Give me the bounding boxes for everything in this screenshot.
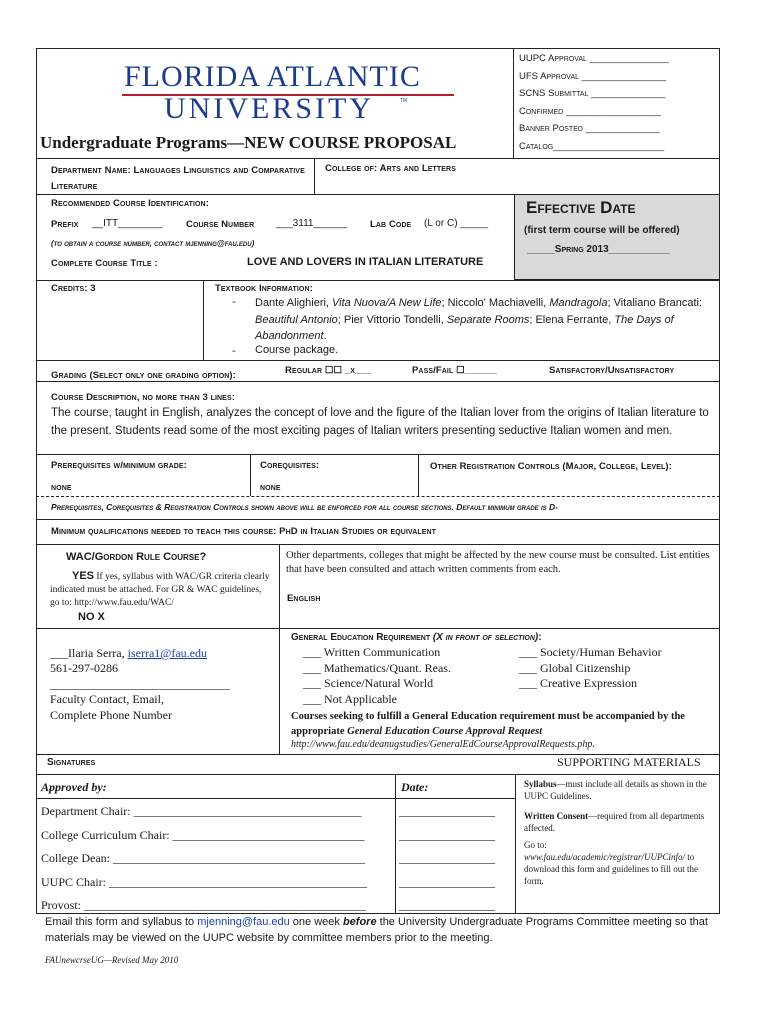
rule-sig-divider2 bbox=[515, 774, 516, 914]
footer-email-post: the University Undergraduate Programs Committee meeting so that materials may be viewed on the UUPC website by committee members prior to the meeting. bbox=[45, 916, 708, 944]
wac-yes-block bbox=[50, 570, 272, 610]
footer-email-mid: one week bbox=[289, 916, 343, 928]
date-uupc-chair[interactable]: ________________ bbox=[399, 874, 495, 889]
qualifications: Minimum qualifications needed to teach this course: PhD in Italian Studies or equivalent bbox=[51, 526, 437, 537]
effective-date-value[interactable]: _____Spring 2013___________ bbox=[527, 244, 670, 255]
textbook-bullet-1: - bbox=[232, 296, 236, 308]
rule-11 bbox=[36, 774, 720, 775]
wac-no[interactable]: NO X bbox=[78, 611, 105, 623]
contact-name bbox=[50, 646, 207, 661]
wac-yes[interactable]: YES bbox=[72, 570, 95, 582]
textbook-item-1: Dante Alighieri, Vita Nuova/A New Life; Niccolo' Machiavelli, Mandragola; Vitaliano Brancati: Beautiful Antonio; Pier Vittorio Tondelli, Separate Rooms; Elena Ferrante, The Days of Abandonment. bbox=[255, 297, 703, 342]
course-number-note: (to obtain a course number, contact mjenning@fau.edu) bbox=[51, 239, 255, 248]
rule-contact-divider bbox=[279, 628, 280, 754]
textbook-bullet-2: - bbox=[232, 345, 236, 357]
date-rows bbox=[399, 803, 495, 921]
signature-rows bbox=[41, 803, 367, 921]
prereq-note: Prerequisites, Corequisites & Registration Controls shown above will be enforced for all course sections. Default minimum grade is D- bbox=[51, 502, 559, 512]
approval-list bbox=[519, 50, 719, 155]
gened-heading-colon: : bbox=[538, 632, 542, 643]
gened-not-applicable[interactable]: ___ Not Applicable bbox=[303, 691, 397, 706]
sig-uupc-chair[interactable]: UUPC Chair: ___________________________________________ bbox=[41, 874, 368, 889]
gened-note-text: Courses seeking to fulfill a General Education requirement must be accompanied by the appropriate bbox=[291, 711, 685, 737]
logo-line1: FLORIDA ATLANTIC bbox=[124, 60, 421, 93]
approval-ufs: UFS Approval ________________ bbox=[519, 70, 667, 82]
supporting-url-text: to download this form and guidelines to fill out the form. bbox=[524, 852, 698, 886]
course-id-heading: Recommended Course Identification: bbox=[51, 198, 209, 209]
gened-global[interactable]: ___ Global Citizenship bbox=[519, 660, 631, 675]
page-title: Undergraduate Programs—NEW COURSE PROPOSAL bbox=[40, 133, 457, 152]
sig-provost[interactable]: Provost: _______________________________________________ bbox=[41, 898, 367, 912]
footer-email-pre: Email this form and syllabus to bbox=[45, 916, 198, 928]
lab-code-field[interactable]: (L or C) _____ bbox=[424, 218, 489, 229]
wac-heading: WAC/Gordon Rule Course? bbox=[66, 551, 207, 563]
gened-note-form: General Education Course Approval Request bbox=[347, 726, 543, 737]
college-name: College of: Arts and Letters bbox=[325, 163, 456, 174]
approval-banner: Banner Posted ______________ bbox=[519, 123, 660, 134]
supporting-goto bbox=[524, 839, 714, 887]
sig-department-chair[interactable]: Department Chair: ______________________________________ bbox=[41, 804, 362, 818]
lab-code-label: Lab Code bbox=[370, 219, 412, 230]
approved-by: Approved by: bbox=[41, 780, 107, 794]
department-name: Department Name: Languages Linguistics and Comparative Literature bbox=[51, 165, 305, 192]
rule-sig-header bbox=[36, 798, 516, 799]
date-college-curriculum-chair[interactable]: ________________ bbox=[399, 827, 495, 842]
gened-science[interactable]: ___ Science/Natural World bbox=[303, 676, 434, 690]
other-depts-text: Other departments, colleges that might be affected by the new course must be consulted. List entities that have been consulted and attach written comments from each. bbox=[286, 550, 710, 575]
date-college-dean[interactable]: ________________ bbox=[399, 851, 495, 865]
prereq-dashed-rule bbox=[36, 496, 720, 497]
rule-dept-divider bbox=[314, 158, 315, 194]
contact-email-link[interactable]: iserra1@fau.edu bbox=[127, 646, 207, 660]
supporting-syllabus bbox=[524, 778, 718, 802]
logo-tm: TM bbox=[400, 98, 408, 104]
gened-society[interactable]: ___ Society/Human Behavior bbox=[519, 645, 662, 659]
approval-scns: SCNS Submittal ______________ bbox=[519, 88, 666, 99]
prereq-value[interactable]: none bbox=[51, 482, 72, 493]
course-title-value[interactable]: LOVE AND LOVERS IN ITALIAN LITERATURE bbox=[247, 256, 484, 268]
contact-phone: 561-297-0286 bbox=[50, 661, 118, 675]
approval-catalog: Catalog_____________________ bbox=[519, 140, 665, 152]
date-provost[interactable]: ________________ bbox=[399, 898, 495, 912]
effective-date-sub: (first term course will be offered) bbox=[524, 225, 680, 236]
rule-wac-divider bbox=[279, 544, 280, 628]
description-label: Course Description, no more than 3 lines: bbox=[51, 392, 235, 403]
logo-line2: UNIVERSITY bbox=[164, 92, 374, 125]
gened-heading bbox=[291, 632, 542, 643]
gened-math[interactable]: ___ Mathematics/Quant. Reas. bbox=[303, 660, 451, 675]
rule-prereq-div2 bbox=[418, 454, 419, 496]
gened-written[interactable]: ___ Written Communication bbox=[303, 645, 441, 659]
course-number-label: Course Number bbox=[186, 219, 255, 230]
approval-divider bbox=[513, 48, 514, 158]
sig-college-dean[interactable]: College Dean: __________________________________________ bbox=[41, 851, 365, 865]
rule-4 bbox=[36, 360, 720, 361]
wac-yes-text: If yes, syllabus with WAC/GR criteria clearly indicated must be attached. For GR & WAC guidelines, go to: http://www.fau.edu/WAC/ bbox=[50, 572, 270, 608]
other-depts-value[interactable]: English bbox=[287, 593, 321, 604]
description-text[interactable]: The course, taught in English, analyzes the concept of love and the figure of the Italian lover from the origins of Italian literature to the present. Students read some of the most exciting pages of Italian writers presenting seductive Italian women and men. bbox=[51, 407, 709, 437]
gened-creative[interactable]: ___ Creative Expression bbox=[519, 676, 637, 690]
grading-label-text: Grading (Select only one grading option): bbox=[51, 370, 236, 381]
rule-9 bbox=[36, 628, 720, 629]
grading-regular[interactable]: Regular ☐☐ _x___ bbox=[285, 365, 372, 376]
rule-1 bbox=[36, 158, 720, 159]
rule-5 bbox=[36, 381, 720, 382]
rule-3 bbox=[36, 280, 720, 281]
supporting-syllabus-title: Syllabus bbox=[524, 779, 557, 789]
contact-name-text: ___Ilaria Serra, bbox=[50, 646, 128, 660]
prefix-label: Prefix bbox=[51, 219, 79, 230]
rule-credits-divider bbox=[203, 280, 204, 360]
other-controls-label: Other Registration Controls (Major, College, Level): bbox=[430, 461, 672, 472]
course-number-field[interactable]: ___3111______ bbox=[276, 218, 347, 229]
sig-college-curriculum-chair[interactable]: College Curriculum Chair: ________________________________ bbox=[41, 827, 365, 842]
rule-sig-divider1 bbox=[395, 774, 396, 914]
fau-logo bbox=[118, 58, 458, 128]
gened-right-list bbox=[519, 645, 662, 692]
gened-url-end: . bbox=[592, 739, 595, 750]
supporting-consent-title: Written Consent bbox=[524, 811, 589, 821]
footer-email-note bbox=[45, 915, 725, 946]
effective-date-heading: Effective Date bbox=[526, 198, 636, 217]
rule-8 bbox=[36, 544, 720, 545]
grading-passfail[interactable]: Pass/Fail ☐______ bbox=[412, 365, 498, 376]
course-title-label: Complete Course Title : bbox=[51, 258, 158, 269]
signatures-label: Signatures bbox=[47, 757, 96, 768]
coreq-label: Corequisites: bbox=[260, 460, 320, 471]
supporting-goto-label: Go to: bbox=[524, 840, 547, 850]
contact-label-1: Faculty Contact, Email, bbox=[50, 692, 164, 706]
rule-7 bbox=[36, 519, 720, 520]
coreq-value[interactable]: none bbox=[260, 482, 281, 493]
gened-left-list bbox=[303, 645, 451, 707]
approval-confirmed: Confirmed __________________ bbox=[519, 105, 661, 117]
supporting-consent bbox=[524, 810, 718, 834]
textbook-label: Textbook Information: bbox=[215, 283, 313, 294]
rule-6 bbox=[36, 454, 720, 455]
contact-blank: ______________________________ bbox=[50, 677, 230, 691]
textbook-item-2: Course package. bbox=[255, 344, 339, 356]
date-department-chair[interactable]: ________________ bbox=[399, 804, 495, 818]
footer-before: before bbox=[342, 916, 377, 928]
grading-satisfactory[interactable]: Satisfactory/Unsatisfactory bbox=[549, 365, 675, 376]
approval-uupc: UUPC Approval _______________ bbox=[519, 53, 669, 64]
gened-heading-text: General Education Requirement bbox=[291, 632, 431, 643]
supporting-syllabus-text: —must include all details as shown in the UUPC Guidelines. bbox=[524, 779, 707, 801]
contact-label-2: Complete Phone Number bbox=[50, 708, 172, 722]
footer-email-link[interactable]: mjenning@fau.edu bbox=[197, 916, 290, 928]
prereq-label: Prerequisites w/minimum grade: bbox=[51, 460, 187, 471]
gened-url bbox=[291, 739, 595, 750]
gened-heading-note: (X in front of selection) bbox=[432, 632, 539, 643]
supporting-url[interactable]: www.fau.edu/academic/registrar/UUPCinfo/ bbox=[524, 852, 685, 862]
credits: Credits: 3 bbox=[51, 283, 96, 294]
date-label: Date: bbox=[401, 780, 429, 794]
prefix-field[interactable]: __ITT________ bbox=[92, 218, 163, 229]
supporting-label: SUPPORTING MATERIALS bbox=[557, 755, 701, 769]
rule-prereq-div1 bbox=[250, 454, 251, 496]
footer-revised: FAUnewcrseUG—Revised May 2010 bbox=[45, 955, 179, 965]
gened-url-link[interactable]: http://www.fau.edu/deanugstudies/GeneralEdCourseApprovalRequests.php bbox=[291, 739, 593, 750]
supporting-consent-text: —required from all departments affected. bbox=[524, 811, 705, 833]
gened-note bbox=[291, 709, 716, 739]
